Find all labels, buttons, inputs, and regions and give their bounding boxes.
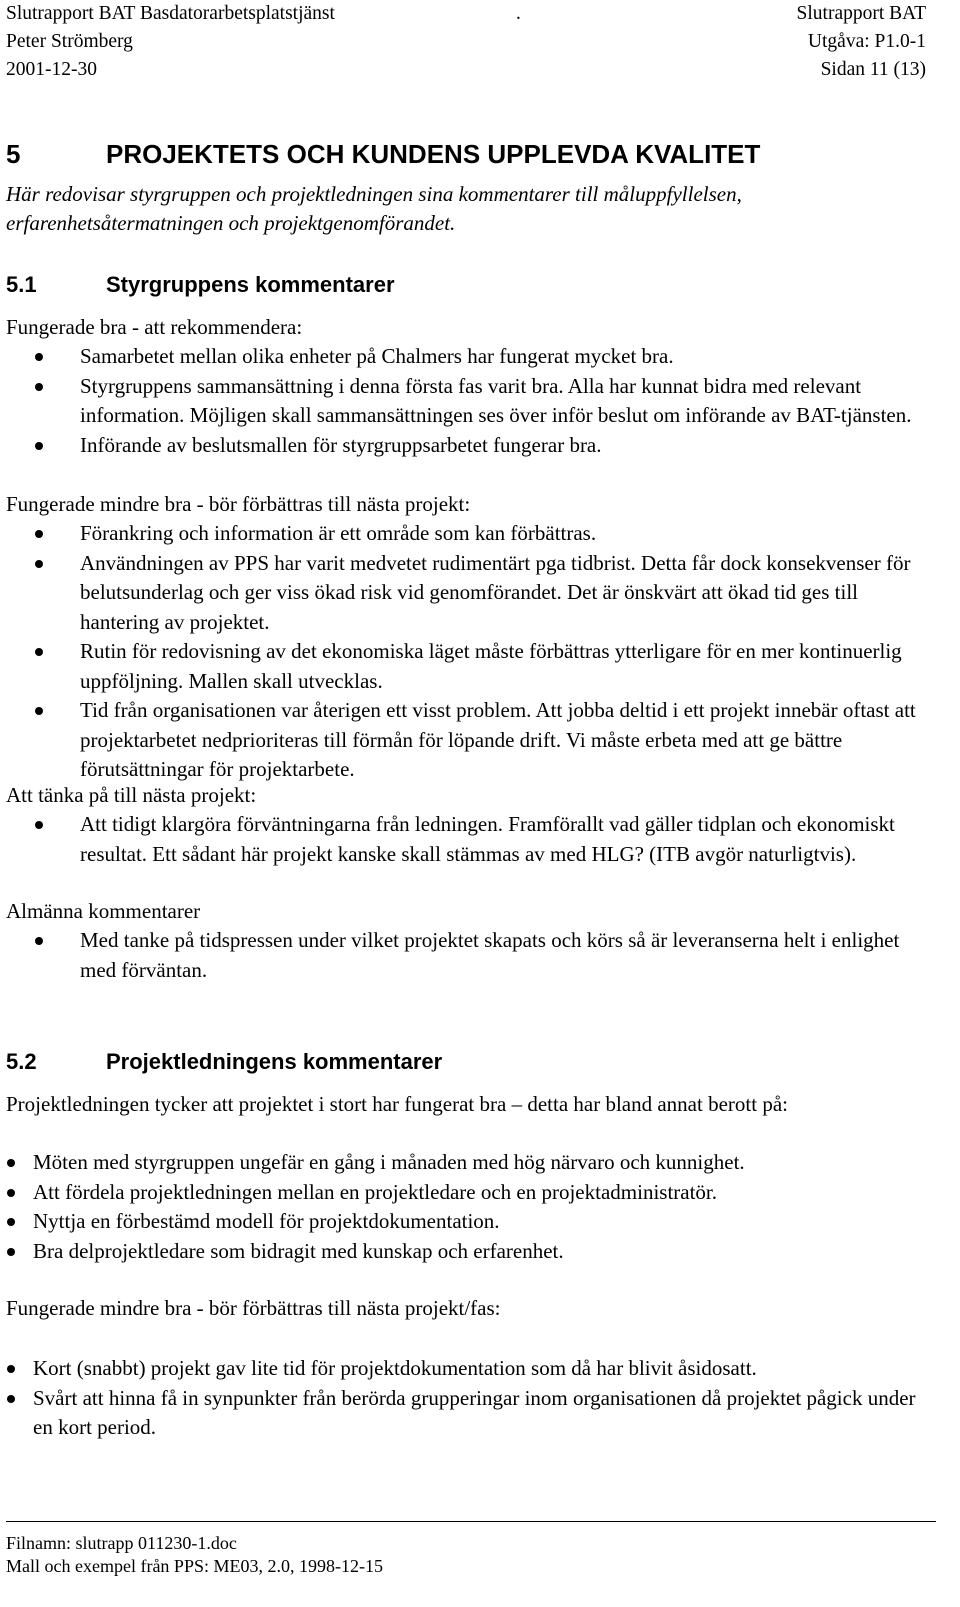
- good-label: Fungerade bra - att rekommendera:: [6, 315, 303, 339]
- bullet-icon: [35, 560, 43, 568]
- good-list: [80, 342, 940, 460]
- pl-bad-list: [33, 1354, 933, 1443]
- section-5-2-number: 5.2: [6, 1049, 37, 1074]
- section-5-2-intro: Projektledningen tycker att projektet i stort har fungerat bra – detta har bland annat berott på:: [6, 1092, 788, 1116]
- list-item: Med tanke på tidspressen under vilket projektet skapats och körs så är leveranserna helt i enlighet med förväntan.: [80, 926, 940, 985]
- bullet-icon: [7, 1189, 15, 1197]
- section-5-2-heading: [6, 1048, 442, 1076]
- list-item: Att fördela projektledningen mellan en projektledare och en projektadministratör.: [33, 1178, 933, 1208]
- bullet-icon: [35, 648, 43, 656]
- bullet-icon: [7, 1365, 15, 1373]
- list-item: Styrgruppens sammansättning i denna första fas varit bra. Alla har kunnat bidra med relevant information. Möjligen skall sammansättningen ses över inför beslut om införande av BAT-tjänsten.: [80, 372, 940, 431]
- bullet-icon: [35, 383, 43, 391]
- bullet-icon: [35, 707, 43, 715]
- bullet-icon: [7, 1159, 15, 1167]
- bullet-icon: [35, 937, 43, 945]
- section-5-intro: Här redovisar styrgruppen och projektledningen sina kommentarer till måluppfyllelsen, erfarenhetsåtermatningen och projektgenomförandet.: [6, 182, 742, 235]
- bullet-icon: [35, 821, 43, 829]
- header-title-right: Slutrapport BAT: [796, 3, 926, 24]
- section-5-title: PROJEKTETS OCH KUNDENS UPPLEVDA KVALITET: [106, 139, 761, 169]
- section-5-1-heading: [6, 271, 395, 299]
- list-item: Nyttja en förbestämd modell för projektdokumentation.: [33, 1207, 933, 1237]
- footer-divider: [6, 1521, 936, 1522]
- list-item: Tid från organisationen var återigen ett visst problem. Att jobba deltid i ett projekt innebär oftast att projektarbetet nedprioriteras till förmån för löpande drift. Vi måste erbeta med att ge bättre förutsättningar för projektarbete.: [80, 696, 940, 785]
- think-list: [80, 810, 940, 869]
- bullet-icon: [7, 1395, 15, 1403]
- bullet-icon: [35, 353, 43, 361]
- general-label: Almänna kommentarer: [6, 899, 201, 923]
- pl-bad-label: Fungerade mindre bra - bör förbättras till nästa projekt/fas:: [6, 1296, 501, 1320]
- bad-list: [80, 519, 940, 785]
- list-item: Bra delprojektledare som bidragit med kunskap och erfarenhet.: [33, 1237, 933, 1267]
- list-item: Införande av beslutsmallen för styrgruppsarbetet fungerar bra.: [80, 431, 940, 461]
- section-5-1-number: 5.1: [6, 272, 37, 297]
- list-item: Förankring och information är ett område som kan förbättras.: [80, 519, 940, 549]
- header-title-separator: .: [516, 3, 521, 24]
- general-list: [80, 926, 940, 985]
- header-author: Peter Strömberg: [6, 31, 133, 52]
- footer-filename: Filnamn: slutrapp 011230-1.doc: [6, 1533, 237, 1553]
- header-page-number: Sidan 11 (13): [820, 59, 926, 80]
- header-version: Utgåva: P1.0-1: [807, 31, 926, 52]
- list-item: Rutin för redovisning av det ekonomiska läget måste förbättras ytterligare för en mer kontinuerlig uppföljning. Mallen skall utvecklas.: [80, 637, 940, 696]
- pl-good-list: [33, 1148, 933, 1266]
- list-item: Möten med styrgruppen ungefär en gång i månaden med hög närvaro och kunnighet.: [33, 1148, 933, 1178]
- header-date: 2001-12-30: [6, 59, 97, 80]
- section-5-2-title: Projektledningens kommentarer: [106, 1049, 443, 1074]
- bad-label: Fungerade mindre bra - bör förbättras till nästa projekt:: [6, 492, 471, 516]
- list-item: Svårt att hinna få in synpunkter från berörda grupperingar inom organisationen då projektet pågick under en kort period.: [33, 1384, 933, 1443]
- list-item: Kort (snabbt) projekt gav lite tid för projektdokumentation som då har blivit åsidosatt.: [33, 1354, 933, 1384]
- section-5-number: 5: [6, 139, 21, 169]
- header-title-left: Slutrapport BAT Basdatorarbetsplatstjänst: [6, 3, 335, 24]
- bullet-icon: [35, 530, 43, 538]
- section-5-heading: [6, 138, 760, 170]
- bullet-icon: [7, 1248, 15, 1256]
- list-item: Att tidigt klargöra förväntningarna från ledningen. Framförallt vad gäller tidplan och ekonomiskt resultat. Ett sådant här projekt kanske skall stämmas av med HLG? (ITB avgör naturligtvis).: [80, 810, 940, 869]
- think-label: Att tänka på till nästa projekt:: [6, 783, 257, 807]
- footer-template: Mall och exempel från PPS: ME03, 2.0, 1998-12-15: [6, 1556, 383, 1576]
- list-item: Samarbetet mellan olika enheter på Chalmers har fungerat mycket bra.: [80, 342, 940, 372]
- bullet-icon: [7, 1218, 15, 1226]
- bullet-icon: [35, 442, 43, 450]
- section-5-1-title: Styrgruppens kommentarer: [106, 272, 395, 297]
- list-item: Användningen av PPS har varit medvetet rudimentärt pga tidbrist. Detta får dock konsekvenser för belutsunderlag och ger viss ökad risk vid genomförandet. Det är önskvärt att ökad tid ges till hantering av projektet.: [80, 549, 940, 638]
